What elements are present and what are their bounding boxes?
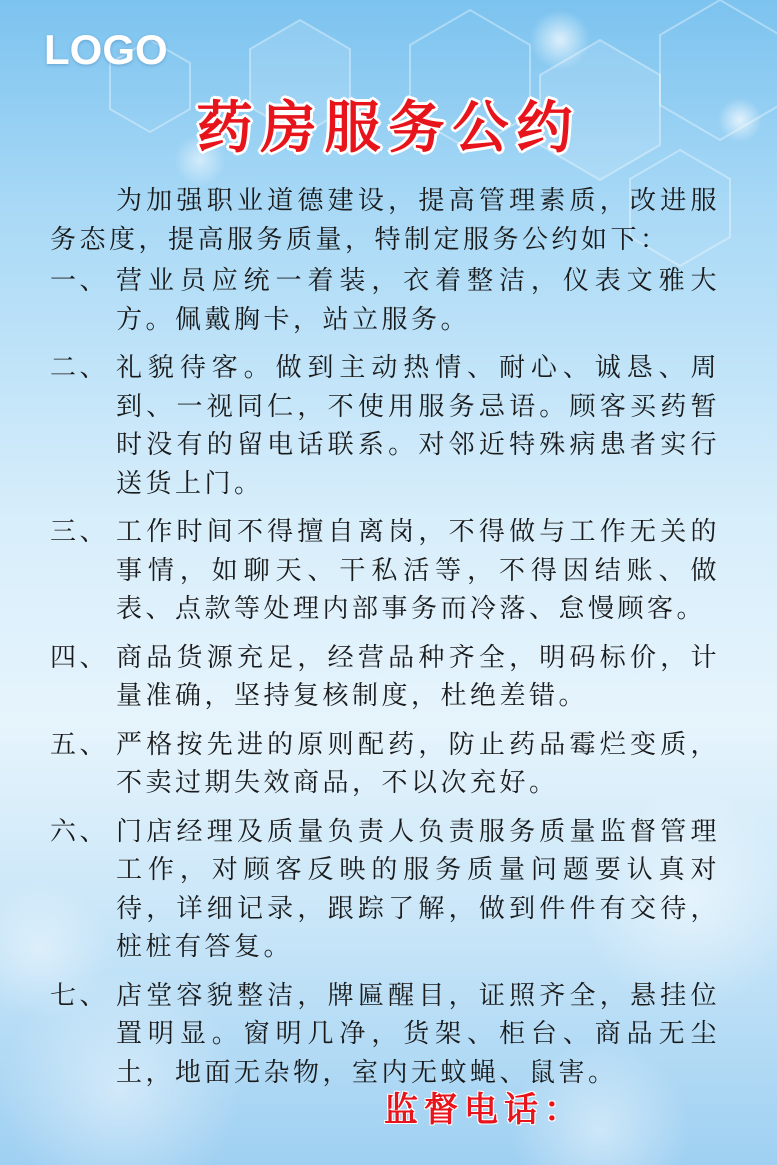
item-number: 一、 — [50, 266, 110, 296]
convention-list — [50, 262, 720, 1102]
convention-item-2 — [50, 349, 720, 503]
item-number: 二、 — [50, 353, 110, 383]
item-text: 严格按先进的原则配药，防止药品霉烂变质，不卖过期失效商品，不以次充好。 — [116, 729, 720, 798]
item-text: 店堂容貌整洁，牌匾醒目，证照齐全，悬挂位置明显。窗明几净，货架、柜台、商品无尘土，地面无杂物，室内无蚊蝇、鼠害。 — [116, 980, 720, 1088]
item-number: 七、 — [50, 980, 110, 1011]
item-number: 四、 — [50, 642, 110, 673]
convention-item-4 — [50, 639, 720, 716]
convention-item-5 — [50, 726, 720, 803]
convention-item-6 — [50, 813, 720, 967]
convention-item-3 — [50, 513, 720, 629]
page-title: 药房服务公约 — [196, 96, 581, 161]
item-text: 营业员应统一着装，衣着整洁，仪表文雅大方。佩戴胸卡，站立服务。 — [116, 266, 720, 335]
item-text: 礼貌待客。做到主动热情、耐心、诚恳、周到、一视同仁，不使用服务忌语。顾客买药暂时没有的留电话联系。对邻近特殊病患者实行送货上门。 — [116, 353, 720, 499]
convention-item-7 — [50, 977, 720, 1093]
convention-item-1 — [50, 262, 720, 339]
logo-placeholder: LOGO — [44, 26, 168, 73]
item-text: 商品货源充足，经营品种齐全，明码标价，计量准确，坚持复核制度，杜绝差错。 — [116, 642, 720, 711]
item-text: 门店经理及质量负责人负责服务质量监督管理工作，对顾客反映的服务质量问题要认真对待，详细记录，跟踪了解，做到件件有交待，桩桩有答复。 — [116, 816, 720, 962]
intro-paragraph: 为加强职业道德建设，提高管理素质，改进服务态度，提高服务质量，特制定服务公约如下： — [50, 186, 720, 255]
item-number: 五、 — [50, 729, 110, 760]
item-text: 工作时间不得擅自离岗，不得做与工作无关的事情，如聊天、干私活等，不得因结账、做表、点款等处理内部事务而冷落、怠慢顾客。 — [116, 517, 720, 624]
supervision-phone-label: 监督电话： — [384, 1090, 584, 1130]
item-number: 六、 — [50, 816, 110, 847]
item-number: 三、 — [50, 517, 110, 547]
